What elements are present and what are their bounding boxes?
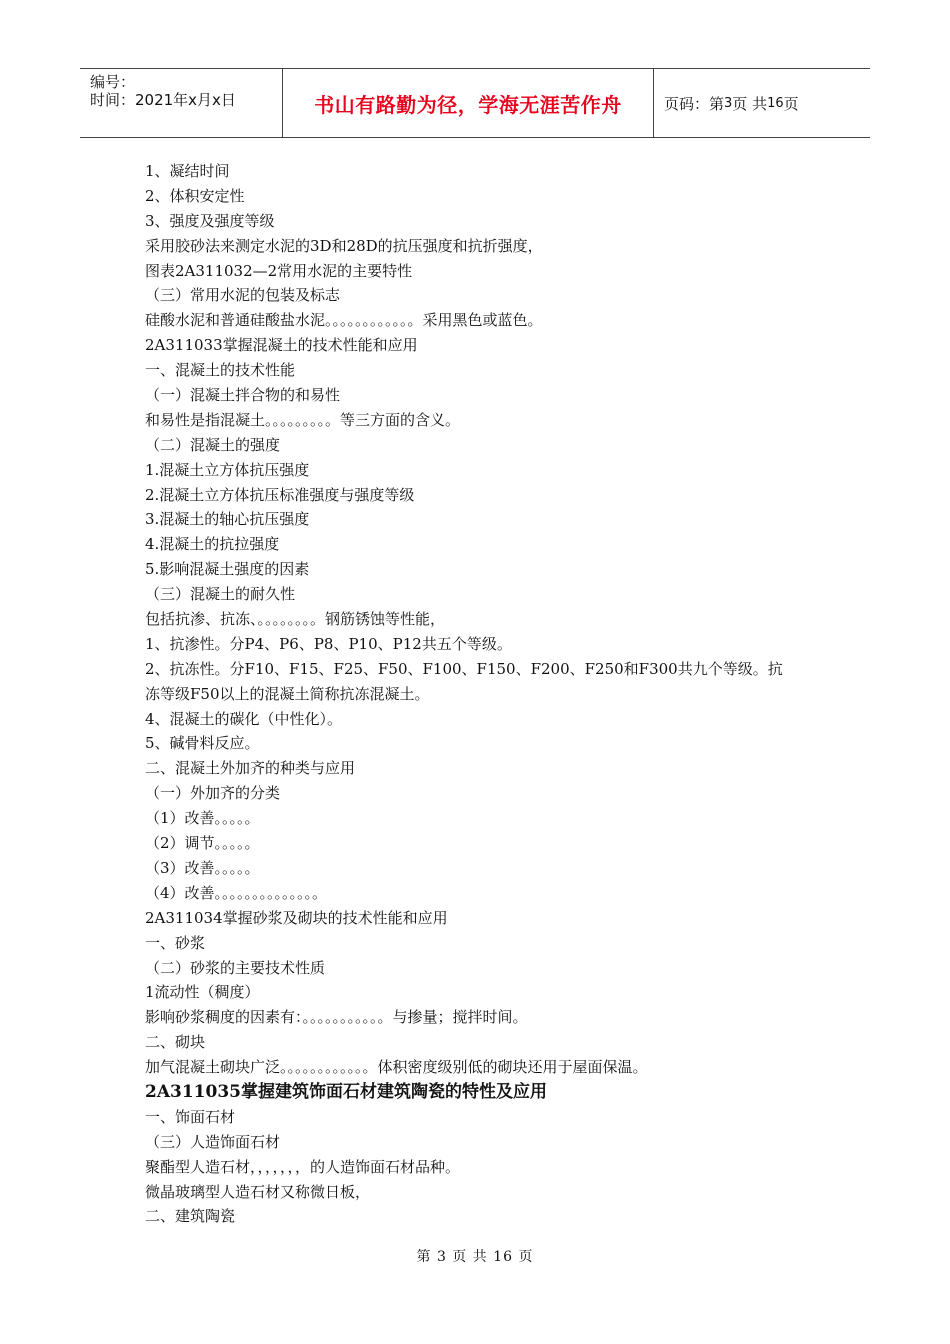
text-line: 二、建筑陶瓷 [145, 1207, 236, 1226]
text-line: 5.影响混凝土强度的因素 [145, 560, 310, 579]
page-footer: 第 3 页 共 16 页 [416, 1249, 534, 1265]
text-line: 和易性是指混凝土。。。。。。。。。等三方面的含义。 [145, 410, 461, 429]
page-end: 页 [783, 94, 799, 113]
text-line: （三）人造饰面石材 [145, 1132, 281, 1151]
text-line: 3、强度及强度等级 [145, 211, 275, 230]
text-line: （三）常用水泥的包装及标志 [145, 286, 341, 305]
text-line: 1.混凝土立方体抗压强度 [145, 460, 310, 479]
header-divider [653, 69, 654, 137]
text-line: 1、抗渗性。分P4、P6、P8、P10、P12共五个等级。 [145, 634, 512, 653]
text-line: 2A311033掌握混凝土的技术性能和应用 [145, 336, 418, 355]
text-line: 包括抗渗、抗冻、。。。。。。。。钢筋锈蚀等性能， [145, 610, 446, 629]
text-line: 图表2A311032—2常用水泥的主要特性 [145, 261, 413, 280]
header-page-info [664, 69, 799, 137]
text-line: 加气混凝土砌块广泛。。。。。。。。。。。。体积密度级别低的砌块还用于屋面保温。 [145, 1058, 648, 1077]
text-line: 二、砌块 [145, 1033, 206, 1052]
text-line: 采用胶砂法来测定水泥的3D和28D的抗压强度和抗折强度， [145, 236, 543, 255]
page-total: 16 [767, 95, 784, 111]
text-line: 4、混凝土的碳化（中性化）。 [145, 709, 343, 728]
text-line: 一、砂浆 [145, 933, 206, 952]
text-line: 冻等级F50以上的混凝土简称抗冻混凝土。 [145, 684, 430, 703]
text-line: （一）外加齐的分类 [145, 784, 281, 803]
text-line: （一）混凝土拌合物的和易性 [145, 386, 341, 405]
text-line: （1）改善。。。。。 [145, 809, 260, 828]
text-line: 1、凝结时间 [145, 162, 230, 180]
text-line: 2、抗冻性。分F10、F15、F25、F50、F100、F150、F200、F250和F300共九个等级。抗 [145, 659, 783, 678]
text-line: （二）混凝土的强度 [145, 435, 281, 454]
document-body [145, 159, 825, 1229]
text-line: 3.混凝土的轴心抗压强度 [145, 510, 310, 529]
text-line: （三）混凝土的耐久性 [145, 585, 296, 604]
text-line: （4）改善。。。。。。。。。。。。。。 [145, 883, 328, 902]
text-line: 4.混凝土的抗拉强度 [145, 535, 280, 554]
text-line: （3）改善。。。。。 [145, 858, 260, 877]
header-meta [80, 69, 282, 137]
text-line: 5、碱骨料反应。 [145, 734, 260, 753]
serial-label: 编号： [90, 73, 136, 91]
text-line: 1流动性（稠度） [145, 983, 260, 1002]
text-line: 一、混凝土的技术性能 [145, 361, 296, 380]
text-line: （2）调节。。。。。 [145, 834, 260, 853]
page-label: 页码：第 [664, 94, 725, 113]
text-line: 2A311035掌握建筑饰面石材建筑陶瓷的特性及应用 [145, 1081, 547, 1102]
text-line: 影响砂浆稠度的因素有：。。。。。。。。。。。与掺量；搅拌时间。 [145, 1008, 528, 1027]
text-line: 二、混凝土外加齐的种类与应用 [145, 759, 356, 778]
text-line: 硅酸水泥和普通硅酸盐水泥。。。。。。。。。。。。采用黑色或蓝色。 [145, 311, 543, 330]
page-header [80, 68, 870, 138]
text-line: 2、体积安定性 [145, 186, 245, 205]
header-slogan: 书山有路勤为径，学海无涯苦作舟 [314, 92, 622, 117]
text-line: （二）砂浆的主要技术性质 [145, 958, 326, 977]
text-line: 微晶玻璃型人造石材又称微日板， [145, 1182, 371, 1201]
page-number: 3 [724, 95, 733, 111]
text-line: 2.混凝土立方体抗压标准强度与强度等级 [145, 485, 415, 504]
time-label: 时间：2021年x月x日 [90, 91, 236, 109]
page-mid: 页 共 [732, 94, 768, 113]
text-line: 聚酯型人造石材，，，，，，，的人造饰面石材品种。 [145, 1157, 461, 1176]
text-line: 一、饰面石材 [145, 1107, 236, 1126]
text-line: 2A311034掌握砂浆及砌块的技术性能和应用 [145, 908, 448, 927]
